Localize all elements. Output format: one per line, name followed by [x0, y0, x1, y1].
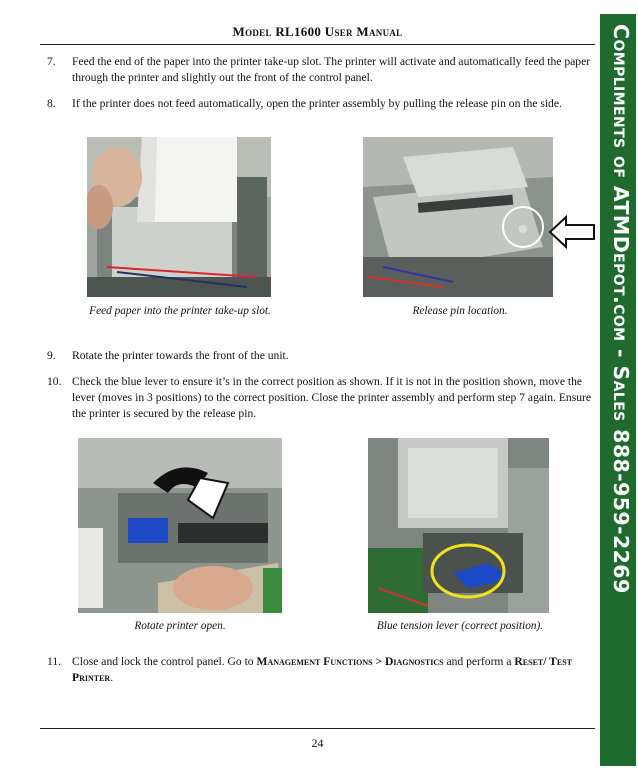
- step-text-part: .: [110, 671, 114, 684]
- step-text-part: Close and lock the control panel. Go to: [72, 655, 257, 668]
- promo-sidebar-text: Compliments of ATMDepot.com - Sales 888-959-2269: [609, 24, 633, 594]
- menu-diagnostics: Diagnostics: [384, 655, 444, 668]
- action-reset-test-printer: Reset/ Test Printer: [72, 655, 572, 684]
- step-10: [47, 374, 592, 422]
- step-text: Check the blue lever to ensure it’s in the correct position as shown. If it is not in the position shown, move the lever (moves in 3 positions) to the correct position. Close the printer assembly and perform step 7 again. Ensure the printer is secured by the release pin.: [72, 375, 592, 420]
- arrow-icon: [548, 215, 596, 249]
- step-text: If the printer does not feed automatically, open the printer assembly by pulling the release pin on the side.: [72, 97, 562, 110]
- step-number: 11.: [47, 655, 62, 668]
- photo-rotate-printer: [78, 438, 282, 613]
- header-rule: [40, 44, 595, 45]
- menu-separator: >: [372, 655, 385, 668]
- step-text: Feed the end of the paper into the printer take-up slot. The printer will activate and automatically feed the paper through the printer and slightly out the front of the control panel.: [72, 55, 591, 84]
- step-text: Rotate the printer towards the front of the unit.: [72, 349, 289, 362]
- step-number: 8.: [47, 97, 56, 110]
- page-header: Model RL1600 User Manual: [232, 24, 403, 39]
- step-9: [47, 348, 592, 364]
- step-text: [72, 654, 592, 686]
- footer-rule: [40, 728, 595, 729]
- caption-lever: Blue tension lever (correct position).: [376, 620, 544, 632]
- photo-feed-paper: [87, 137, 271, 297]
- menu-management-functions: Management Functions: [256, 655, 373, 668]
- step-7: [47, 54, 592, 86]
- caption-feed: Feed paper into the printer take-up slot.: [89, 305, 271, 317]
- step-text-part: and perform a: [443, 655, 515, 668]
- caption-pin: Release pin location.: [412, 305, 508, 317]
- step-number: 7.: [47, 55, 56, 68]
- caption-rotate: Rotate printer open.: [134, 620, 226, 632]
- step-11: [47, 654, 592, 686]
- step-number: 9.: [47, 349, 56, 362]
- page-number: 24: [311, 736, 324, 750]
- step-number: 10.: [47, 375, 62, 388]
- photo-release-pin: [363, 137, 553, 297]
- step-8: [47, 96, 592, 112]
- photo-tension-lever: [368, 438, 549, 613]
